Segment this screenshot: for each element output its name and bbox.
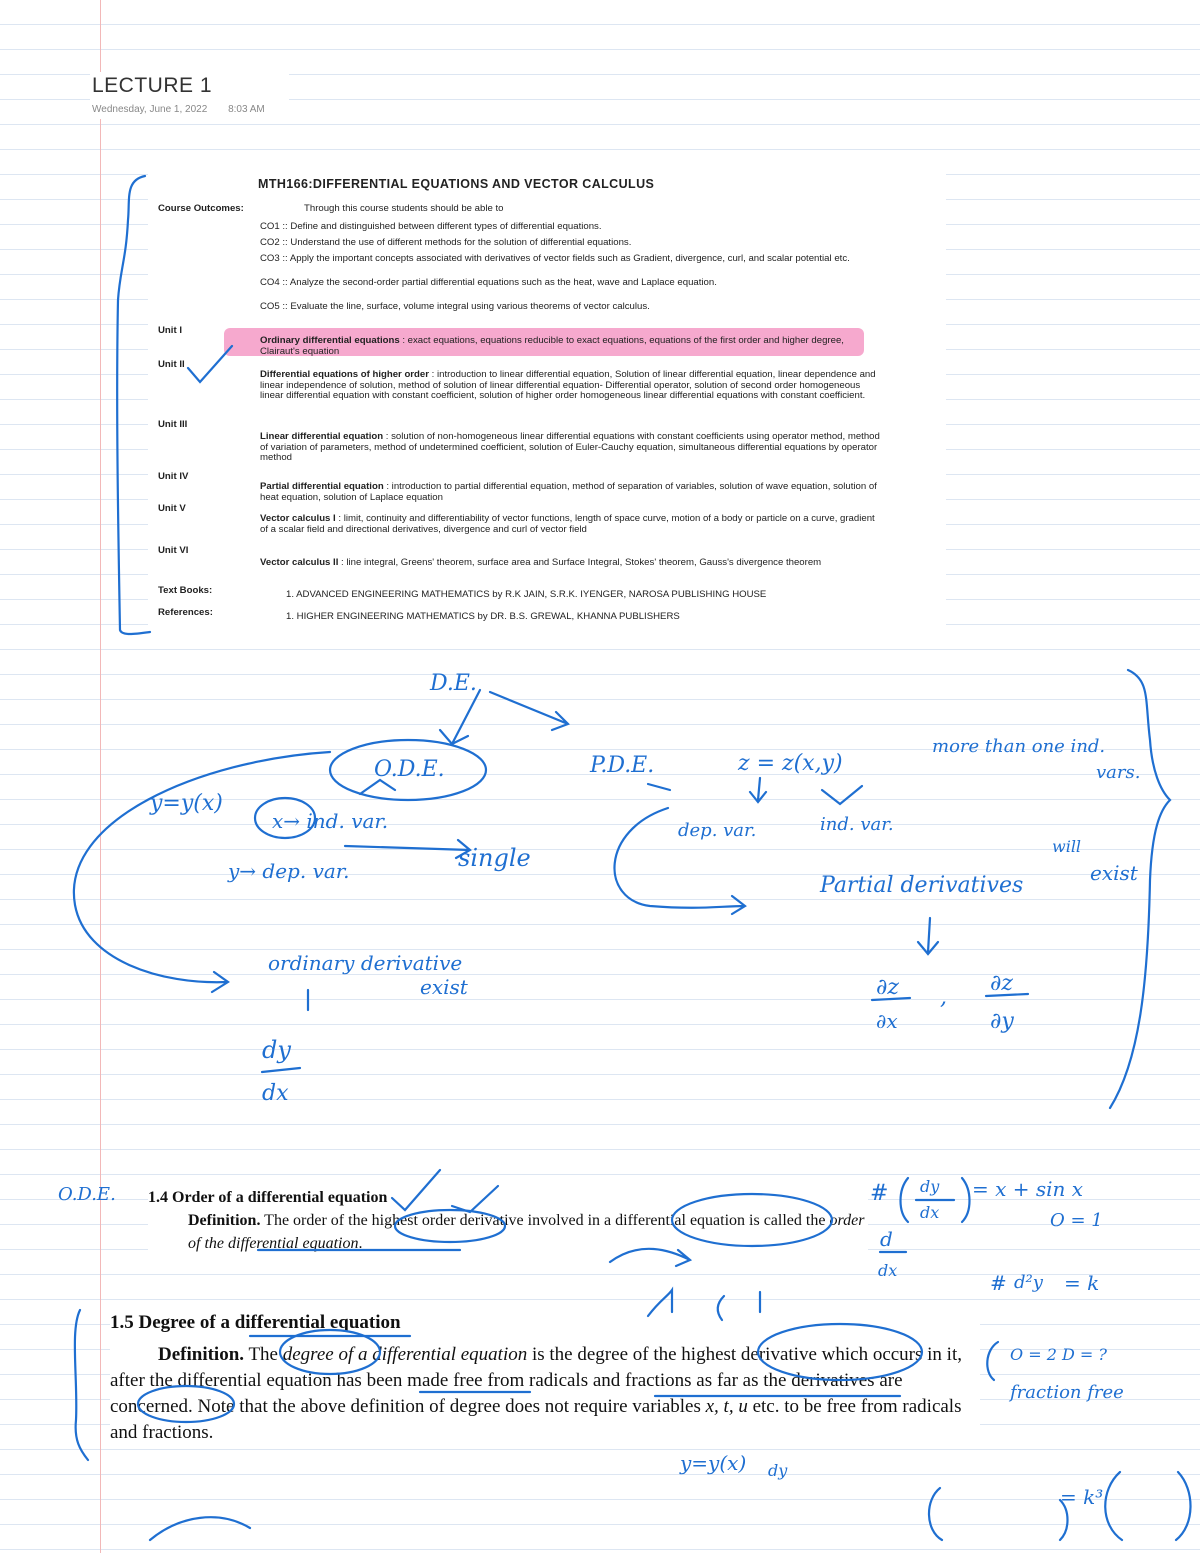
degree-definition — [110, 1342, 980, 1446]
arrow-dep — [750, 778, 766, 802]
frac-bar — [986, 994, 1028, 996]
frac-bar — [872, 998, 910, 1000]
note-ddx-d: d — [880, 1227, 893, 1251]
unit-text: : limit, continuity and differentiability of vector functions, length of space curve, motion of a body or particle on a curve, gradient of a scalar field and directional derivatives, divergence and curl of vector field — [260, 513, 875, 535]
note-will: will — [1052, 837, 1082, 856]
note-eq2: = k — [1064, 1271, 1100, 1295]
order-heading: 1.4 Order of a differential equation — [148, 1189, 388, 1206]
unit-label: Unit V — [158, 503, 186, 514]
bottom-bracket — [929, 1488, 1068, 1540]
outcome-item: CO3 :: Apply the important concepts associated with derivatives of vector fields such as Gradient, divergence, curl, and scalar potential etc. — [260, 253, 850, 264]
note-ddx-x: dx — [878, 1261, 898, 1280]
pde-underline — [648, 784, 670, 790]
unit-label: Unit VI — [158, 545, 189, 556]
note-vars: vars. — [1096, 762, 1141, 783]
dy-dx-line — [262, 1068, 300, 1072]
unit-description — [260, 514, 880, 535]
note-fraction-free: fraction free — [1010, 1382, 1124, 1403]
note-exist: exist — [420, 975, 468, 999]
unit-text: : line integral, Greens' theorem, surface area and Surface Integral, Stokes' theorem, Gauss's divergence theorem — [338, 557, 822, 568]
definition-text: The — [244, 1344, 283, 1365]
degree-definition-snippet — [110, 1310, 980, 1446]
unit-description — [260, 482, 880, 503]
note-z-eq: z = z(x,y) — [738, 751, 843, 776]
unit-description — [260, 432, 880, 464]
arrow-ind — [822, 786, 862, 804]
unit-description — [260, 558, 880, 569]
note-comma: , — [940, 985, 947, 1010]
text-book-entry: 1. ADVANCED ENGINEERING MATHEMATICS by R.K JAIN, S.R.K. IYENGER, NAROSA PUBLISHING HOUSE — [286, 589, 767, 600]
notes-brace — [1110, 670, 1170, 1108]
note-more-than: more than one ind. — [932, 736, 1106, 757]
outcomes-label: Course Outcomes: — [158, 203, 244, 214]
x-circle — [255, 798, 315, 838]
note-exist-2: exist — [1090, 861, 1138, 885]
note-o2: O = 2 D = ? — [1010, 1345, 1107, 1364]
definition-text: is the degree of the highest derivative which occurs in it, after the differential equation has been made free from radicals and fractions as far as the derivatives are concerned. Note that the above definition of degree does not require variables — [110, 1344, 962, 1417]
left-brace — [75, 1310, 88, 1460]
note-ordinary-derivative: ordinary derivative — [268, 951, 463, 975]
notebook-margin-line — [100, 0, 101, 1553]
note-x-ind: x→ ind. var. — [272, 809, 389, 833]
bottom-paren — [1105, 1472, 1190, 1540]
order-definition — [148, 1209, 868, 1255]
note-ode: O.D.E. — [374, 757, 445, 782]
syllabus-brace — [117, 176, 150, 634]
unit-title: Ordinary differential equations — [260, 335, 400, 346]
definition-text: etc. to be free from radicals and fractions. — [110, 1396, 962, 1443]
outcomes-intro: Through this course students should be able to — [304, 203, 504, 214]
note-d2y: d²y — [1014, 1272, 1043, 1293]
definition-label: Definition. — [158, 1344, 245, 1365]
note-dz-2: ∂z — [990, 971, 1013, 996]
note-pdy: ∂y — [990, 1009, 1014, 1034]
note-dy-small: dy — [920, 1177, 940, 1196]
unit-label: Unit IV — [158, 471, 189, 482]
arrow-to-ode — [440, 690, 480, 744]
definition-text: . — [358, 1235, 363, 1252]
note-dep-var: dep. var. — [678, 820, 757, 841]
arrow-to-pde — [490, 692, 568, 730]
note-k3: = k³ — [1060, 1485, 1104, 1509]
definition-label: Definition. — [188, 1212, 261, 1229]
ode-circle — [330, 740, 486, 800]
note-pde: P.D.E. — [590, 753, 655, 778]
definition-vars: x, t, u — [705, 1396, 748, 1417]
unit-description — [260, 370, 880, 402]
bottom-swoosh — [150, 1517, 250, 1540]
note-dx: dx — [262, 1081, 289, 1106]
note-hash: # — [870, 1181, 889, 1206]
page-timestamp — [92, 104, 283, 115]
bracket-right — [987, 1342, 998, 1380]
unit-label: Unit I — [158, 325, 182, 336]
outcome-item: CO5 :: Evaluate the line, surface, volume integral using various theorems of vector calculus. — [260, 301, 650, 312]
note-dz: ∂z — [876, 975, 899, 1000]
outcome-item: CO1 :: Define and distinguished between different types of differential equations. — [260, 221, 602, 232]
unit-label: Unit III — [158, 419, 188, 430]
note-hash-2: # — [990, 1271, 1007, 1295]
note-single: single — [458, 844, 531, 872]
unit-title: Partial differential equation — [260, 481, 384, 492]
unit-text: : introduction to linear differential equation, Solution of linear differential equation, linear dependence and linear independence of solution, method of solution of linear differential equation- Differential operator, solution of second order homogeneous linear differential equation with constant coefficient, solution of higher order homogeneous linear differential equations with constant coefficient. — [260, 369, 876, 402]
note-dx-small: dx — [920, 1203, 940, 1222]
text-books-label: Text Books: — [158, 585, 213, 596]
arrow-to-single — [345, 840, 470, 858]
definition-term: degree of a differential equation — [282, 1344, 528, 1365]
note-pdx: ∂x — [876, 1009, 898, 1033]
unit-title: Differential equations of higher order — [260, 369, 429, 380]
note-o1: O = 1 — [1050, 1210, 1103, 1231]
unit-description — [260, 336, 880, 357]
note-y-dep: y→ dep. var. — [228, 859, 350, 883]
unit-text: : solution of non-homogeneous linear differential equations with constant coefficients using operator method, method of variation of parameters, method of undetermined coefficient, solution of Euler-Cauchy equation, simultaneous differential equations by operator method — [260, 431, 880, 464]
note-dy: dy — [262, 1036, 291, 1064]
outcome-item: CO2 :: Understand the use of different methods for the solution of differential equations. — [260, 237, 632, 248]
ode-flow-arrow — [74, 752, 330, 992]
note-partial-derivatives: Partial derivatives — [820, 873, 1024, 898]
arrow-down-partial — [918, 918, 938, 954]
page-title: LECTURE 1 — [92, 74, 213, 97]
syllabus-snippet — [148, 160, 946, 632]
page-date: Wednesday, June 1, 2022 — [92, 104, 208, 115]
note-y-eq-2: y=y(x) — [680, 1451, 747, 1475]
note-ind-var: ind. var. — [820, 814, 894, 835]
reference-entry: 1. HIGHER ENGINEERING MATHEMATICS by DR. B.S. GREWAL, KHANNA PUBLISHERS — [286, 611, 680, 622]
unit-label: Unit II — [158, 359, 185, 370]
page-header — [90, 72, 289, 119]
unit-text: : introduction to partial differential equation, method of separation of variables, solution of wave equation, solution of heat equation, solution of Laplace equation — [260, 481, 877, 503]
outcome-item: CO4 :: Analyze the second-order partial differential equations such as the heat, wave and Laplace equation. — [260, 277, 717, 288]
definition-term: order of the differential equation — [188, 1212, 865, 1252]
pde-flow-arrow — [614, 808, 745, 914]
ode-tick — [360, 780, 395, 794]
degree-heading: 1.5 Degree of a differential equation — [110, 1312, 401, 1333]
order-definition-snippet — [148, 1186, 868, 1255]
note-y-eq: y=y(x) — [150, 791, 223, 816]
unit-text: : exact equations, equations reducible to exact equations, equations of the first order and higher degree, Clairaut's equation — [260, 335, 844, 357]
note-eq1: = x + sin x — [972, 1177, 1084, 1201]
note-ode-margin: O.D.E. — [58, 1184, 116, 1205]
dydx-paren — [901, 1178, 970, 1222]
unit-title: Linear differential equation — [260, 431, 384, 442]
course-title: MTH166:DIFFERENTIAL EQUATIONS AND VECTOR CALCULUS — [258, 177, 655, 191]
note-dy-bottom: dy — [768, 1461, 788, 1480]
references-label: References: — [158, 607, 213, 618]
unit-title: Vector calculus I — [260, 513, 336, 524]
definition-text: The order of the highest order derivative involved in a differential equation is called the — [260, 1212, 830, 1229]
page-time: 8:03 AM — [228, 104, 265, 115]
note-de: D.E. — [430, 671, 477, 696]
unit-title: Vector calculus II — [260, 557, 339, 568]
